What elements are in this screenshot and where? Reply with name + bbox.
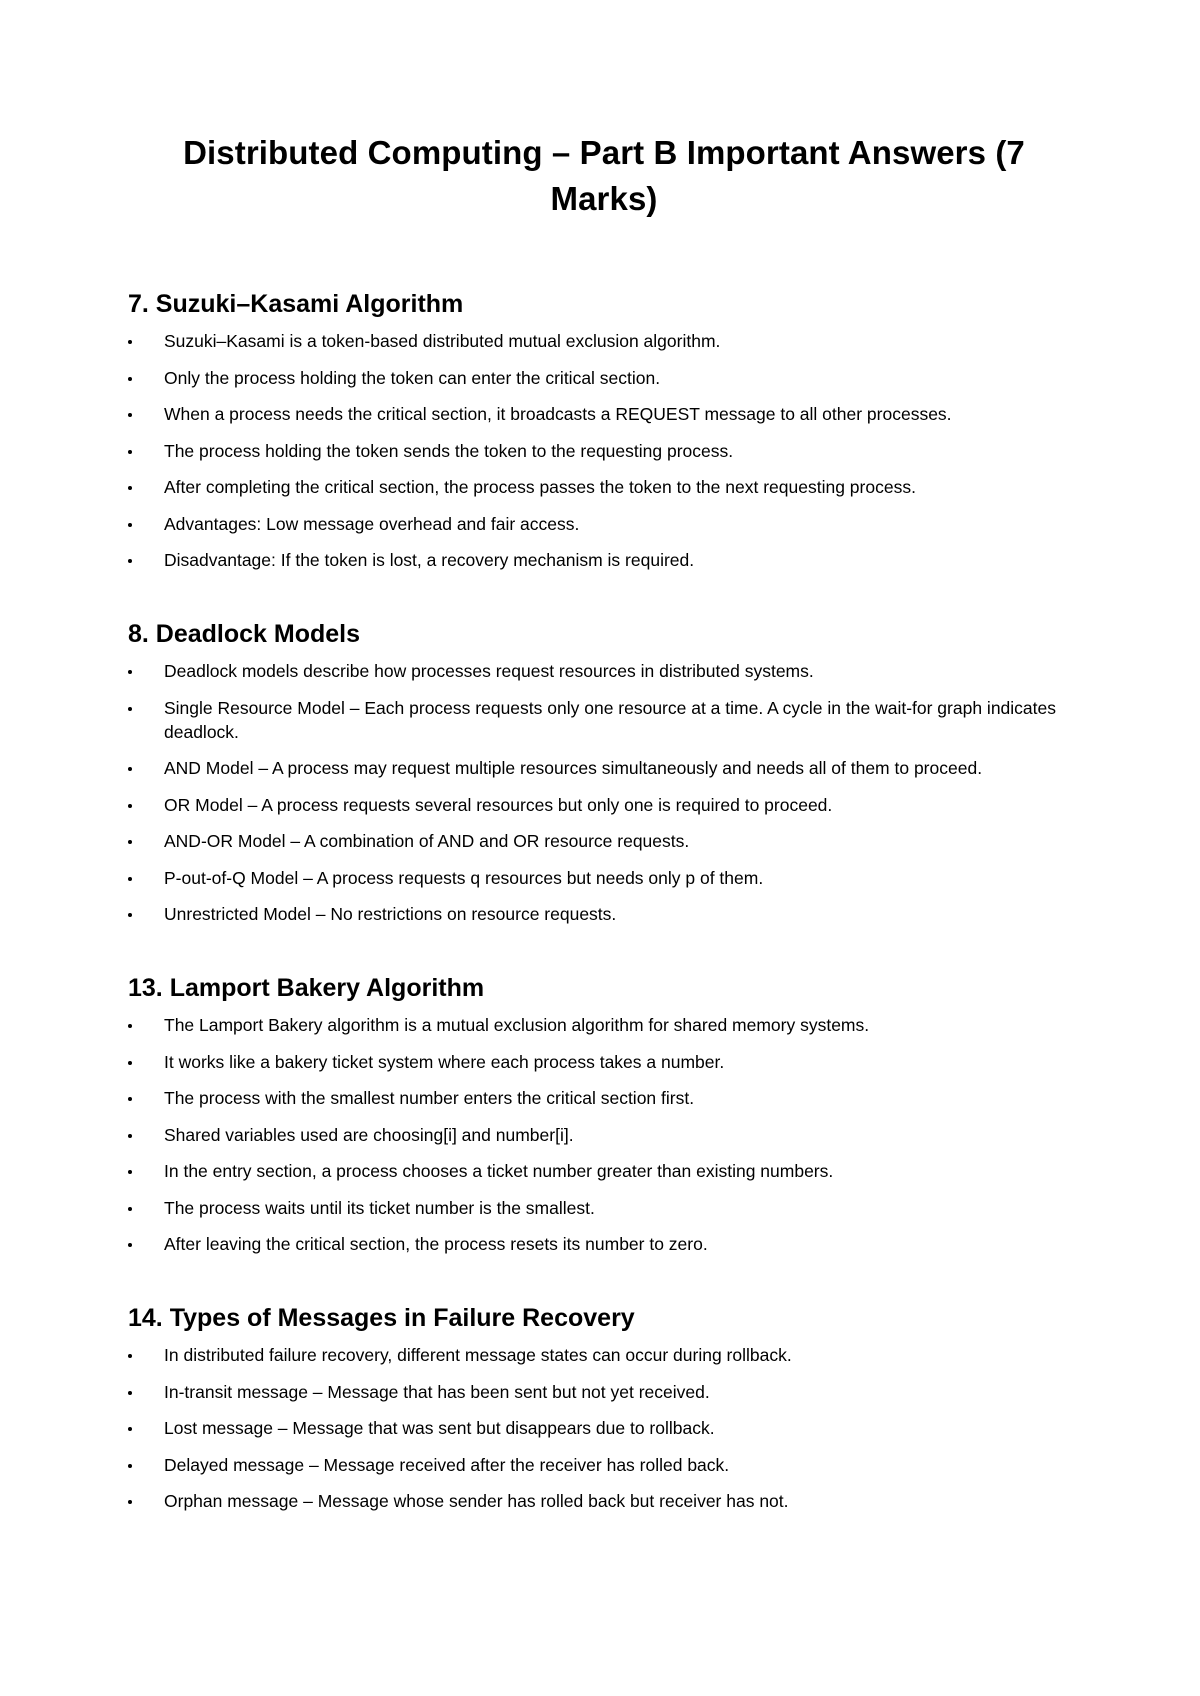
bullet-dot-icon [128, 877, 132, 881]
bullet-dot-icon [128, 1464, 132, 1468]
bullet-text: After completing the critical section, the process passes the token to the next requesting process. [164, 477, 916, 497]
section-deadlock-models [128, 618, 1080, 926]
section-suzuki-kasami [128, 288, 1080, 572]
bullet-dot-icon [128, 913, 132, 917]
bullet-item [128, 1416, 1080, 1440]
bullet-item [128, 1159, 1080, 1183]
bullet-text: Disadvantage: If the token is lost, a recovery mechanism is required. [164, 550, 695, 570]
bullet-list [128, 659, 1080, 926]
bullet-item [128, 512, 1080, 536]
bullet-dot-icon [128, 1061, 132, 1065]
bullet-item [128, 902, 1080, 926]
bullet-list [128, 1013, 1080, 1256]
bullet-text: In distributed failure recovery, different message states can occur during rollback. [164, 1345, 792, 1365]
bullet-item [128, 475, 1080, 499]
bullet-text: The process waits until its ticket number is the smallest. [164, 1197, 595, 1218]
bullet-dot-icon [128, 1170, 132, 1174]
bullet-item [128, 659, 1080, 683]
bullet-text: It works like a bakery ticket system where each process takes a number. [164, 1051, 725, 1072]
section-heading: 14. Types of Messages in Failure Recovery [128, 1304, 635, 1332]
bullet-item [128, 1343, 1080, 1367]
bullet-item [128, 329, 1080, 353]
bullet-text: In the entry section, a process chooses a ticket number greater than existing numbers. [164, 1161, 834, 1181]
bullet-text: The Lamport Bakery algorithm is a mutual exclusion algorithm for shared memory systems. [164, 1015, 870, 1035]
bullet-dot-icon [128, 804, 132, 808]
bullet-text: Advantages: Low message overhead and fair access. [164, 513, 580, 534]
bullet-item [128, 866, 1080, 890]
bullet-dot-icon [128, 1207, 132, 1211]
bullet-text: The process holding the token sends the token to the requesting process. [164, 440, 734, 461]
bullet-item [128, 1013, 1080, 1037]
section-heading: 8. Deadlock Models [128, 620, 361, 648]
bullet-text: After leaving the critical section, the process resets its number to zero. [164, 1234, 708, 1254]
bullet-text: Deadlock models describe how processes request resources in distributed systems. [164, 661, 814, 681]
section-heading: 13. Lamport Bakery Algorithm [128, 974, 485, 1002]
bullet-text: AND-OR Model – A combination of AND and OR resource requests. [164, 831, 690, 851]
bullet-item [128, 1050, 1080, 1074]
bullet-dot-icon [128, 450, 132, 454]
bullet-item [128, 1123, 1080, 1147]
bullet-dot-icon [128, 767, 132, 771]
bullet-item [128, 1086, 1080, 1110]
bullet-dot-icon [128, 707, 132, 711]
bullet-dot-icon [128, 1134, 132, 1138]
bullet-item [128, 1380, 1080, 1404]
bullet-item [128, 366, 1080, 390]
bullet-list [128, 329, 1080, 572]
bullet-text: The process with the smallest number enters the critical section first. [164, 1088, 695, 1108]
bullet-item [128, 1196, 1080, 1220]
bullet-item [128, 402, 1080, 426]
bullet-text: Delayed message – Message received after the receiver has rolled back. [164, 1454, 730, 1475]
bullet-dot-icon [128, 1427, 132, 1431]
bullet-text: Lost message – Message that was sent but disappears due to rollback. [164, 1418, 715, 1438]
bullet-dot-icon [128, 1243, 132, 1247]
bullet-dot-icon [128, 523, 132, 527]
section-lamport-bakery [128, 972, 1080, 1256]
bullet-text: In-transit message – Message that has been sent but not yet received. [164, 1381, 710, 1402]
section-failure-recovery-messages [128, 1302, 1080, 1513]
bullet-text: Only the process holding the token can enter the critical section. [164, 367, 661, 388]
bullet-dot-icon [128, 377, 132, 381]
bullet-text: Single Resource Model – Each process requests only one resource at a time. A cycle in the wait-for graph indicates deadlock. [164, 697, 1056, 742]
bullet-item [128, 756, 1080, 780]
bullet-item [128, 1232, 1080, 1256]
bullet-text: Shared variables used are choosing[i] and number[i]. [164, 1124, 574, 1145]
bullet-text: AND Model – A process may request multiple resources simultaneously and needs all of them to proceed. [164, 758, 983, 778]
bullet-dot-icon [128, 1097, 132, 1101]
bullet-dot-icon [128, 1391, 132, 1395]
bullet-text: P-out-of-Q Model – A process requests q resources but needs only p of them. [164, 867, 764, 888]
section-heading: 7. Suzuki–Kasami Algorithm [128, 290, 464, 318]
bullet-item [128, 1453, 1080, 1477]
bullet-dot-icon [128, 1354, 132, 1358]
bullet-item [128, 439, 1080, 463]
bullet-text: When a process needs the critical section, it broadcasts a REQUEST message to all other processes. [164, 404, 952, 424]
bullet-dot-icon [128, 1024, 132, 1028]
bullet-dot-icon [128, 840, 132, 844]
bullet-dot-icon [128, 340, 132, 344]
bullet-text: Unrestricted Model – No restrictions on resource requests. [164, 904, 617, 924]
bullet-item [128, 829, 1080, 853]
bullet-text: Suzuki–Kasami is a token-based distributed mutual exclusion algorithm. [164, 331, 721, 351]
document-title: Distributed Computing – Part B Important Answers (7 Marks) [183, 134, 1025, 217]
bullet-dot-icon [128, 486, 132, 490]
bullet-dot-icon [128, 413, 132, 417]
bullet-item [128, 548, 1080, 572]
bullet-dot-icon [128, 1500, 132, 1504]
bullet-text: Orphan message – Message whose sender has rolled back but receiver has not. [164, 1491, 789, 1511]
bullet-item [128, 696, 1080, 744]
bullet-text: OR Model – A process requests several resources but only one is required to proceed. [164, 794, 833, 815]
bullet-item [128, 793, 1080, 817]
bullet-dot-icon [128, 670, 132, 674]
bullet-dot-icon [128, 559, 132, 563]
bullet-item [128, 1489, 1080, 1513]
document-body [128, 288, 1080, 1513]
bullet-list [128, 1343, 1080, 1513]
